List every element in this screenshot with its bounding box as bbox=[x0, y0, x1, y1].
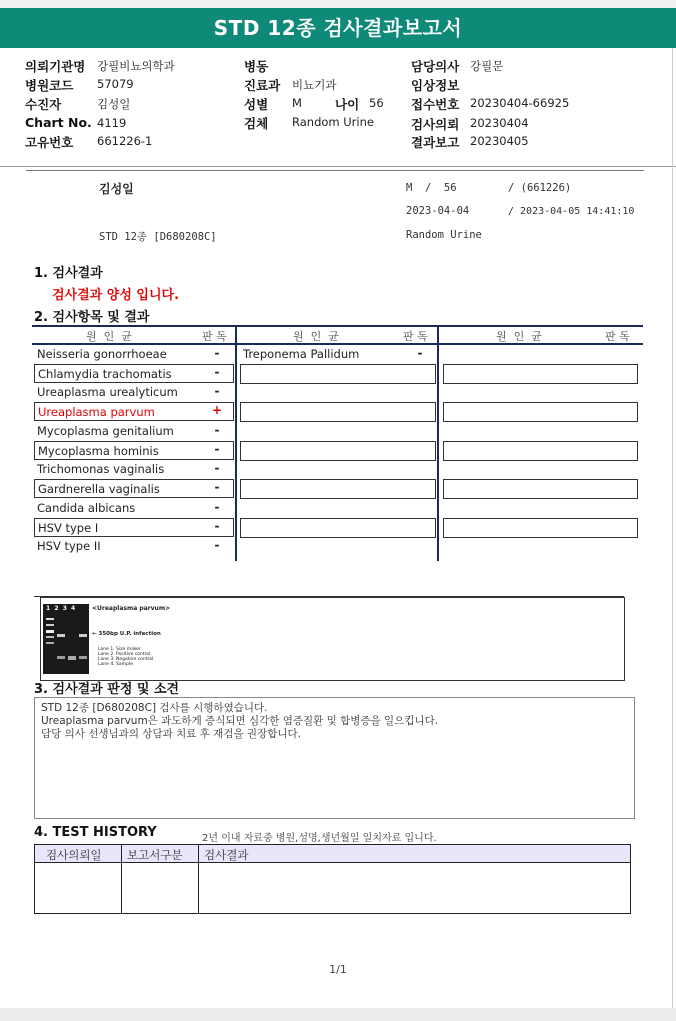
chart-no-label: Chart No. bbox=[25, 115, 92, 130]
doctor-value: 강필문 bbox=[470, 59, 504, 73]
patient-test-name: STD 12종 [D680208C] bbox=[99, 231, 217, 243]
chart-no-value: 4119 bbox=[97, 116, 127, 130]
receipt-no-label: 접수번호 bbox=[411, 97, 460, 112]
gel-band-label: ← 350bp U.P. infection bbox=[92, 631, 161, 637]
receipt-no-value: 20230404-66925 bbox=[470, 96, 570, 110]
report-date-value: 20230405 bbox=[470, 134, 529, 148]
specimen-label: 검체 bbox=[244, 116, 269, 131]
section1-title: 1. 검사결과 bbox=[34, 266, 103, 281]
report-date-label: 결과보고 bbox=[411, 135, 460, 150]
top-strip bbox=[0, 0, 676, 8]
judge-mark: - bbox=[214, 442, 220, 456]
sex-value: M bbox=[292, 96, 302, 110]
judge-mark: - bbox=[214, 346, 220, 360]
history-col-divider bbox=[121, 845, 122, 913]
judge-mark: - bbox=[214, 384, 220, 398]
organism-name: HSV type I bbox=[38, 521, 99, 535]
unique-no-label: 고유번호 bbox=[25, 135, 74, 150]
history-col-divider bbox=[198, 845, 199, 913]
table-row bbox=[34, 383, 234, 402]
sex-label: 성별 bbox=[244, 97, 269, 112]
patient-specimen: Random Urine bbox=[406, 229, 482, 241]
age-label: 나이 bbox=[335, 97, 360, 112]
table-row bbox=[34, 479, 234, 498]
hospital-code-value: 57079 bbox=[97, 77, 134, 91]
report-title: STD 12종 검사결과보고서 bbox=[0, 8, 676, 48]
bottom-strip bbox=[0, 1008, 676, 1021]
organism-name: Trichomonas vaginalis bbox=[37, 462, 165, 476]
table-row bbox=[34, 460, 234, 479]
request-date-value: 20230404 bbox=[470, 116, 529, 130]
col3-organism-header: 원 인 균 bbox=[496, 330, 542, 343]
separator-line bbox=[26, 170, 644, 171]
empty-cell bbox=[240, 518, 436, 538]
history-col-report-type: 보고서구분 bbox=[127, 848, 183, 862]
organism-name: Mycoplasma genitalium bbox=[37, 424, 174, 438]
organism-name: Ureaplasma urealyticum bbox=[37, 385, 178, 399]
patient-id: / (661226) bbox=[508, 182, 572, 194]
empty-cell bbox=[443, 364, 638, 384]
empty-cell bbox=[443, 402, 638, 422]
judge-mark: - bbox=[214, 538, 220, 552]
empty-cell bbox=[443, 518, 638, 538]
patient-name: 김성일 bbox=[99, 182, 134, 196]
patient-request-date: 2023-04-04 bbox=[406, 205, 470, 217]
organism-name: Treponema Pallidum bbox=[243, 347, 360, 361]
judge-mark: - bbox=[214, 461, 220, 475]
judge-mark: - bbox=[214, 423, 220, 437]
gel-legend: Lane 1. Size maker Lane 2. Positive control Lane 3. Negative control Lane 4. Sample bbox=[98, 647, 154, 667]
column-divider-2 bbox=[437, 326, 439, 561]
col1-judge-header: 판 독 bbox=[202, 330, 227, 343]
section4-title: 4. TEST HISTORY bbox=[34, 825, 157, 840]
table-row bbox=[34, 402, 234, 421]
specimen-value: Random Urine bbox=[292, 115, 374, 129]
empty-cell bbox=[240, 402, 436, 422]
judge-mark: - bbox=[214, 480, 220, 494]
table-row bbox=[34, 345, 234, 364]
table-row bbox=[240, 345, 435, 364]
page-number: 1/1 bbox=[329, 963, 347, 976]
column-divider-1 bbox=[235, 326, 237, 561]
table-row bbox=[34, 499, 234, 518]
table-row bbox=[34, 422, 234, 441]
empty-cell bbox=[443, 441, 638, 461]
opinion-line: STD 12종 [D680208C] 검사를 시행하였습니다. bbox=[41, 702, 268, 714]
empty-cell bbox=[240, 441, 436, 461]
department-value: 비뇨기과 bbox=[292, 78, 337, 92]
judge-mark: - bbox=[214, 500, 220, 514]
table-row bbox=[34, 364, 234, 383]
judge-mark: - bbox=[214, 519, 220, 533]
gel-electrophoresis-image bbox=[43, 604, 89, 674]
organism-name: HSV type II bbox=[37, 539, 101, 553]
organism-name: Mycoplasma hominis bbox=[38, 444, 159, 458]
organism-name: Candida albicans bbox=[37, 501, 136, 515]
empty-cell bbox=[240, 479, 436, 499]
clinical-info-label: 임상정보 bbox=[411, 78, 460, 93]
history-col-request-date: 검사의뢰일 bbox=[46, 848, 102, 862]
col3-judge-header: 판 독 bbox=[605, 330, 630, 343]
judge-mark: - bbox=[214, 365, 220, 379]
history-table-header bbox=[35, 845, 630, 863]
hospital-code-label: 병원코드 bbox=[25, 78, 74, 93]
organism-name: Gardnerella vaginalis bbox=[38, 482, 160, 496]
age-value: 56 bbox=[369, 96, 384, 110]
table-row bbox=[34, 441, 234, 460]
doctor-label: 담당의사 bbox=[411, 59, 460, 74]
gel-title: <Ureaplasma parvum> bbox=[92, 605, 171, 612]
col1-organism-header: 원 인 균 bbox=[86, 330, 132, 343]
patient-report-datetime: / 2023-04-05 14:41:10 bbox=[508, 206, 635, 217]
hospital-label: 의뢰기관명 bbox=[25, 59, 86, 74]
col2-organism-header: 원 인 균 bbox=[293, 330, 339, 343]
gel-lane-numbers: 1 2 3 4 bbox=[46, 605, 76, 612]
opinion-box bbox=[34, 697, 635, 819]
judge-mark: - bbox=[417, 346, 423, 360]
history-note: 2년 이내 자료중 병원,성명,생년월일 일치자료 입니다. bbox=[202, 833, 437, 844]
patient-value: 김성일 bbox=[97, 97, 131, 111]
judge-mark: + bbox=[211, 403, 223, 417]
col2-judge-header: 판 독 bbox=[403, 330, 428, 343]
hospital-value: 강필비뇨의학과 bbox=[97, 59, 175, 73]
unique-no-value: 661226-1 bbox=[97, 134, 153, 148]
request-date-label: 검사의뢰 bbox=[411, 117, 460, 132]
ward-label: 병동 bbox=[244, 59, 269, 74]
empty-cell bbox=[240, 364, 436, 384]
empty-cell bbox=[443, 479, 638, 499]
patient-sex-age: M / 56 bbox=[406, 182, 457, 194]
table-top-rule bbox=[32, 325, 643, 327]
department-label: 진료과 bbox=[244, 78, 281, 93]
page-edge bbox=[672, 48, 673, 1008]
section3-title: 3. 검사결과 판정 및 소견 bbox=[34, 682, 180, 697]
organism-name: Neisseria gonorrhoeae bbox=[37, 347, 167, 361]
result-summary: 검사결과 양성 입니다. bbox=[52, 288, 180, 303]
organism-name: Chlamydia trachomatis bbox=[38, 367, 172, 381]
table-row bbox=[34, 518, 234, 537]
table-row bbox=[34, 537, 234, 556]
patient-label: 수진자 bbox=[25, 97, 62, 112]
history-col-result: 검사결과 bbox=[204, 848, 249, 862]
opinion-line: 담당 의사 선생님과의 상담과 치료 후 재검을 권장합니다. bbox=[41, 728, 301, 740]
organism-name: Ureaplasma parvum bbox=[38, 405, 155, 419]
section2-title: 2. 검사항목 및 결과 bbox=[34, 310, 150, 325]
opinion-line: Ureaplasma parvum은 과도하게 증식되면 심각한 염증질환 및 합병증을 일으킵니다. bbox=[41, 715, 439, 727]
